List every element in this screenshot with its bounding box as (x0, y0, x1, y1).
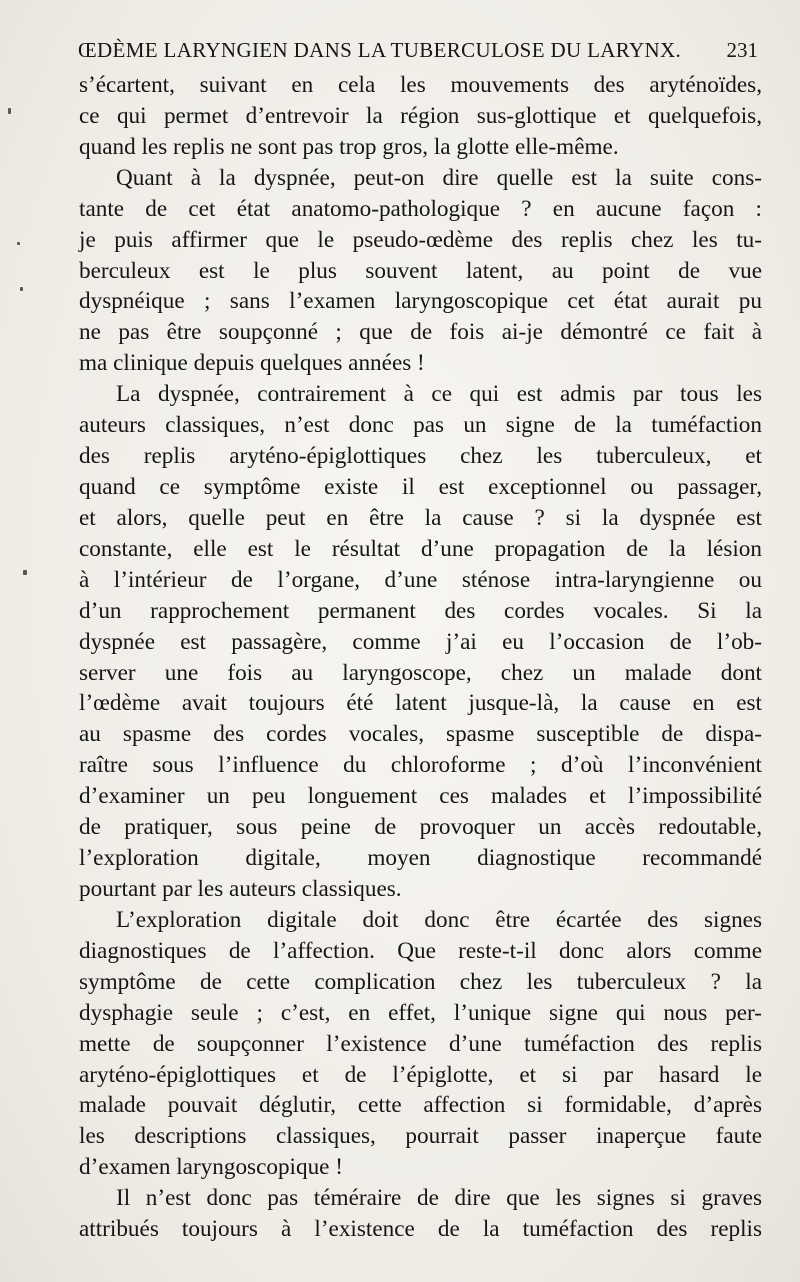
text-line: dyspnée est passagère, comme j’ai eu l’occasion de l’ob- (79, 628, 762, 655)
text-line: mette de soupçonner l’existence d’une tuméfaction des replis (79, 1030, 762, 1057)
text-line: dysphagie seule ; c’est, en effet, l’unique signe qui nous per- (79, 999, 762, 1026)
margin-speck (8, 108, 11, 114)
text-line: au spasme des cordes vocales, spasme susceptible de dispa- (79, 721, 762, 748)
text-line: server une fois au laryngoscope, chez un malade dont (79, 659, 762, 686)
text-line: les descriptions classiques, pourrait passer inaperçue faute (79, 1123, 762, 1150)
text-line: de pratiquer, sous peine de provoquer un accès redoutable, (79, 814, 762, 841)
text-line: Quant à la dyspnée, peut-on dire quelle est la suite cons- (116, 164, 762, 191)
text-line: constante, elle est le résultat d’une propagation de la lésion (79, 535, 762, 562)
text-line: à l’intérieur de l’organe, d’une sténose intra-laryngienne ou (79, 566, 762, 593)
text-line: quand ce symptôme existe il est exceptionnel ou passager, (79, 473, 762, 500)
text-line: attribués toujours à l’existence de la tuméfaction des replis (79, 1216, 762, 1243)
margin-speck (23, 570, 27, 575)
text-line: d’examen laryngoscopique ! (79, 1154, 343, 1181)
margin-speck (20, 287, 23, 291)
text-line: ce qui permet d’entrevoir la région sus-glottique et quelquefois, (79, 102, 762, 129)
body-text (79, 70, 762, 1245)
text-line: l’exploration digitale, moyen diagnostique recommandé (79, 845, 762, 872)
text-line: pourtant par les auteurs classiques. (79, 875, 402, 902)
text-line: malade pouvait déglutir, cette affection si formidable, d’après (79, 1092, 762, 1119)
text-line: symptôme de cette complication chez les tuberculeux ? la (79, 968, 762, 995)
margin-speck (17, 242, 20, 245)
text-line: diagnostiques de l’affection. Que reste-t-il donc alors comme (79, 937, 762, 964)
page-number: 231 (726, 38, 758, 62)
text-line: dyspnéique ; sans l’examen laryngoscopique cet état aurait pu (79, 288, 762, 315)
text-line: d’un rapprochement permanent des cordes vocales. Si la (79, 597, 762, 624)
text-line: des replis aryténo-épiglottiques chez les tuberculeux, et (79, 443, 762, 470)
text-line: aryténo-épiglottiques et de l’épiglotte, et si par hasard le (79, 1061, 762, 1088)
text-line: s’écartent, suivant en cela les mouvements des aryténoïdes, (79, 72, 762, 98)
text-line: raître sous l’influence du chloroforme ; d’où l’inconvénient (79, 752, 762, 779)
text-line: ma clinique depuis quelques années ! (79, 350, 425, 377)
running-head: ŒDÈME LARYNGIEN DANS LA TUBERCULOSE DU LARYNX. (78, 38, 682, 62)
text-line: je puis affirmer que le pseudo-œdème des replis chez les tu- (79, 226, 762, 253)
text-line: tante de cet état anatomo-pathologique ? en aucune façon : (79, 195, 762, 222)
text-line: ne pas être soupçonné ; que de fois ai-je démontré ce fait à (79, 319, 762, 346)
text-line: et alors, quelle peut en être la cause ? si la dyspnée est (79, 504, 762, 531)
text-line: d’examiner un peu longuement ces malades et l’impossibilité (79, 783, 762, 810)
text-line: berculeux est le plus souvent latent, au point de vue (79, 257, 762, 284)
text-line: La dyspnée, contrairement à ce qui est admis par tous les (116, 381, 762, 408)
text-line: l’œdème avait toujours été latent jusque-là, la cause en est (79, 690, 762, 717)
text-line: L’exploration digitale doit donc être écartée des signes (116, 906, 762, 933)
text-line: quand les replis ne sont pas trop gros, la glotte elle-même. (79, 133, 619, 160)
text-line: Il n’est donc pas téméraire de dire que les signes si graves (116, 1185, 762, 1212)
text-line: auteurs classiques, n’est donc pas un signe de la tuméfaction (79, 412, 762, 439)
page-header (78, 38, 758, 68)
